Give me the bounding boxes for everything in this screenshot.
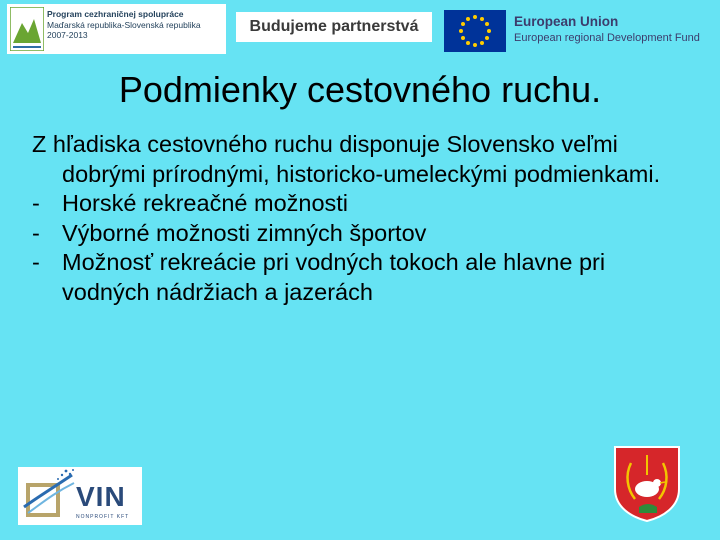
coat-of-arms-icon <box>613 445 681 523</box>
vin-subtitle: NONPROFIT KFT <box>76 514 130 520</box>
intro-paragraph: Z hľadiska cestovného ruchu disponuje Slovensko veľmi dobrými prírodnými, historicko-umeleckými podmienkami. <box>32 131 661 187</box>
bullet-dash: - <box>32 190 40 216</box>
slogan-logo <box>236 12 432 42</box>
program-years: 2007-2013 <box>47 30 88 40</box>
eu-logo <box>444 10 715 52</box>
bullet-text: Možnosť rekreácie pri vodných tokoch ale hlavne pri vodných nádržiach a jazerách <box>62 249 606 305</box>
program-title: Program cezhraničnej spolupráce <box>47 9 184 19</box>
bullet-item <box>32 189 692 219</box>
bullet-dash: - <box>32 219 40 246</box>
bullet-dash: - <box>32 249 40 275</box>
vin-logo <box>18 467 142 525</box>
slogan-text: Budujeme partnerstvá <box>249 18 419 35</box>
bullet-text: Horské rekreačné možnosti <box>62 190 349 216</box>
bullet-item <box>32 219 692 249</box>
vin-swirl-icon <box>18 467 76 525</box>
program-mountain-icon <box>10 7 44 51</box>
bullet-item <box>32 248 692 307</box>
vin-wordmark: VIN <box>76 481 126 512</box>
bullet-text: Výborné možnosti zimných športov <box>62 219 427 246</box>
eu-flag-icon <box>444 10 506 52</box>
slide-title: Podmienky cestovného ruchu. <box>118 69 602 110</box>
program-logo <box>7 4 226 54</box>
program-countries: Maďarská republika-Slovenská republika <box>47 19 201 30</box>
slide-body <box>32 130 692 307</box>
eu-name: European Union <box>514 14 619 29</box>
eu-fund-name: European regional Development Fund <box>514 32 700 44</box>
